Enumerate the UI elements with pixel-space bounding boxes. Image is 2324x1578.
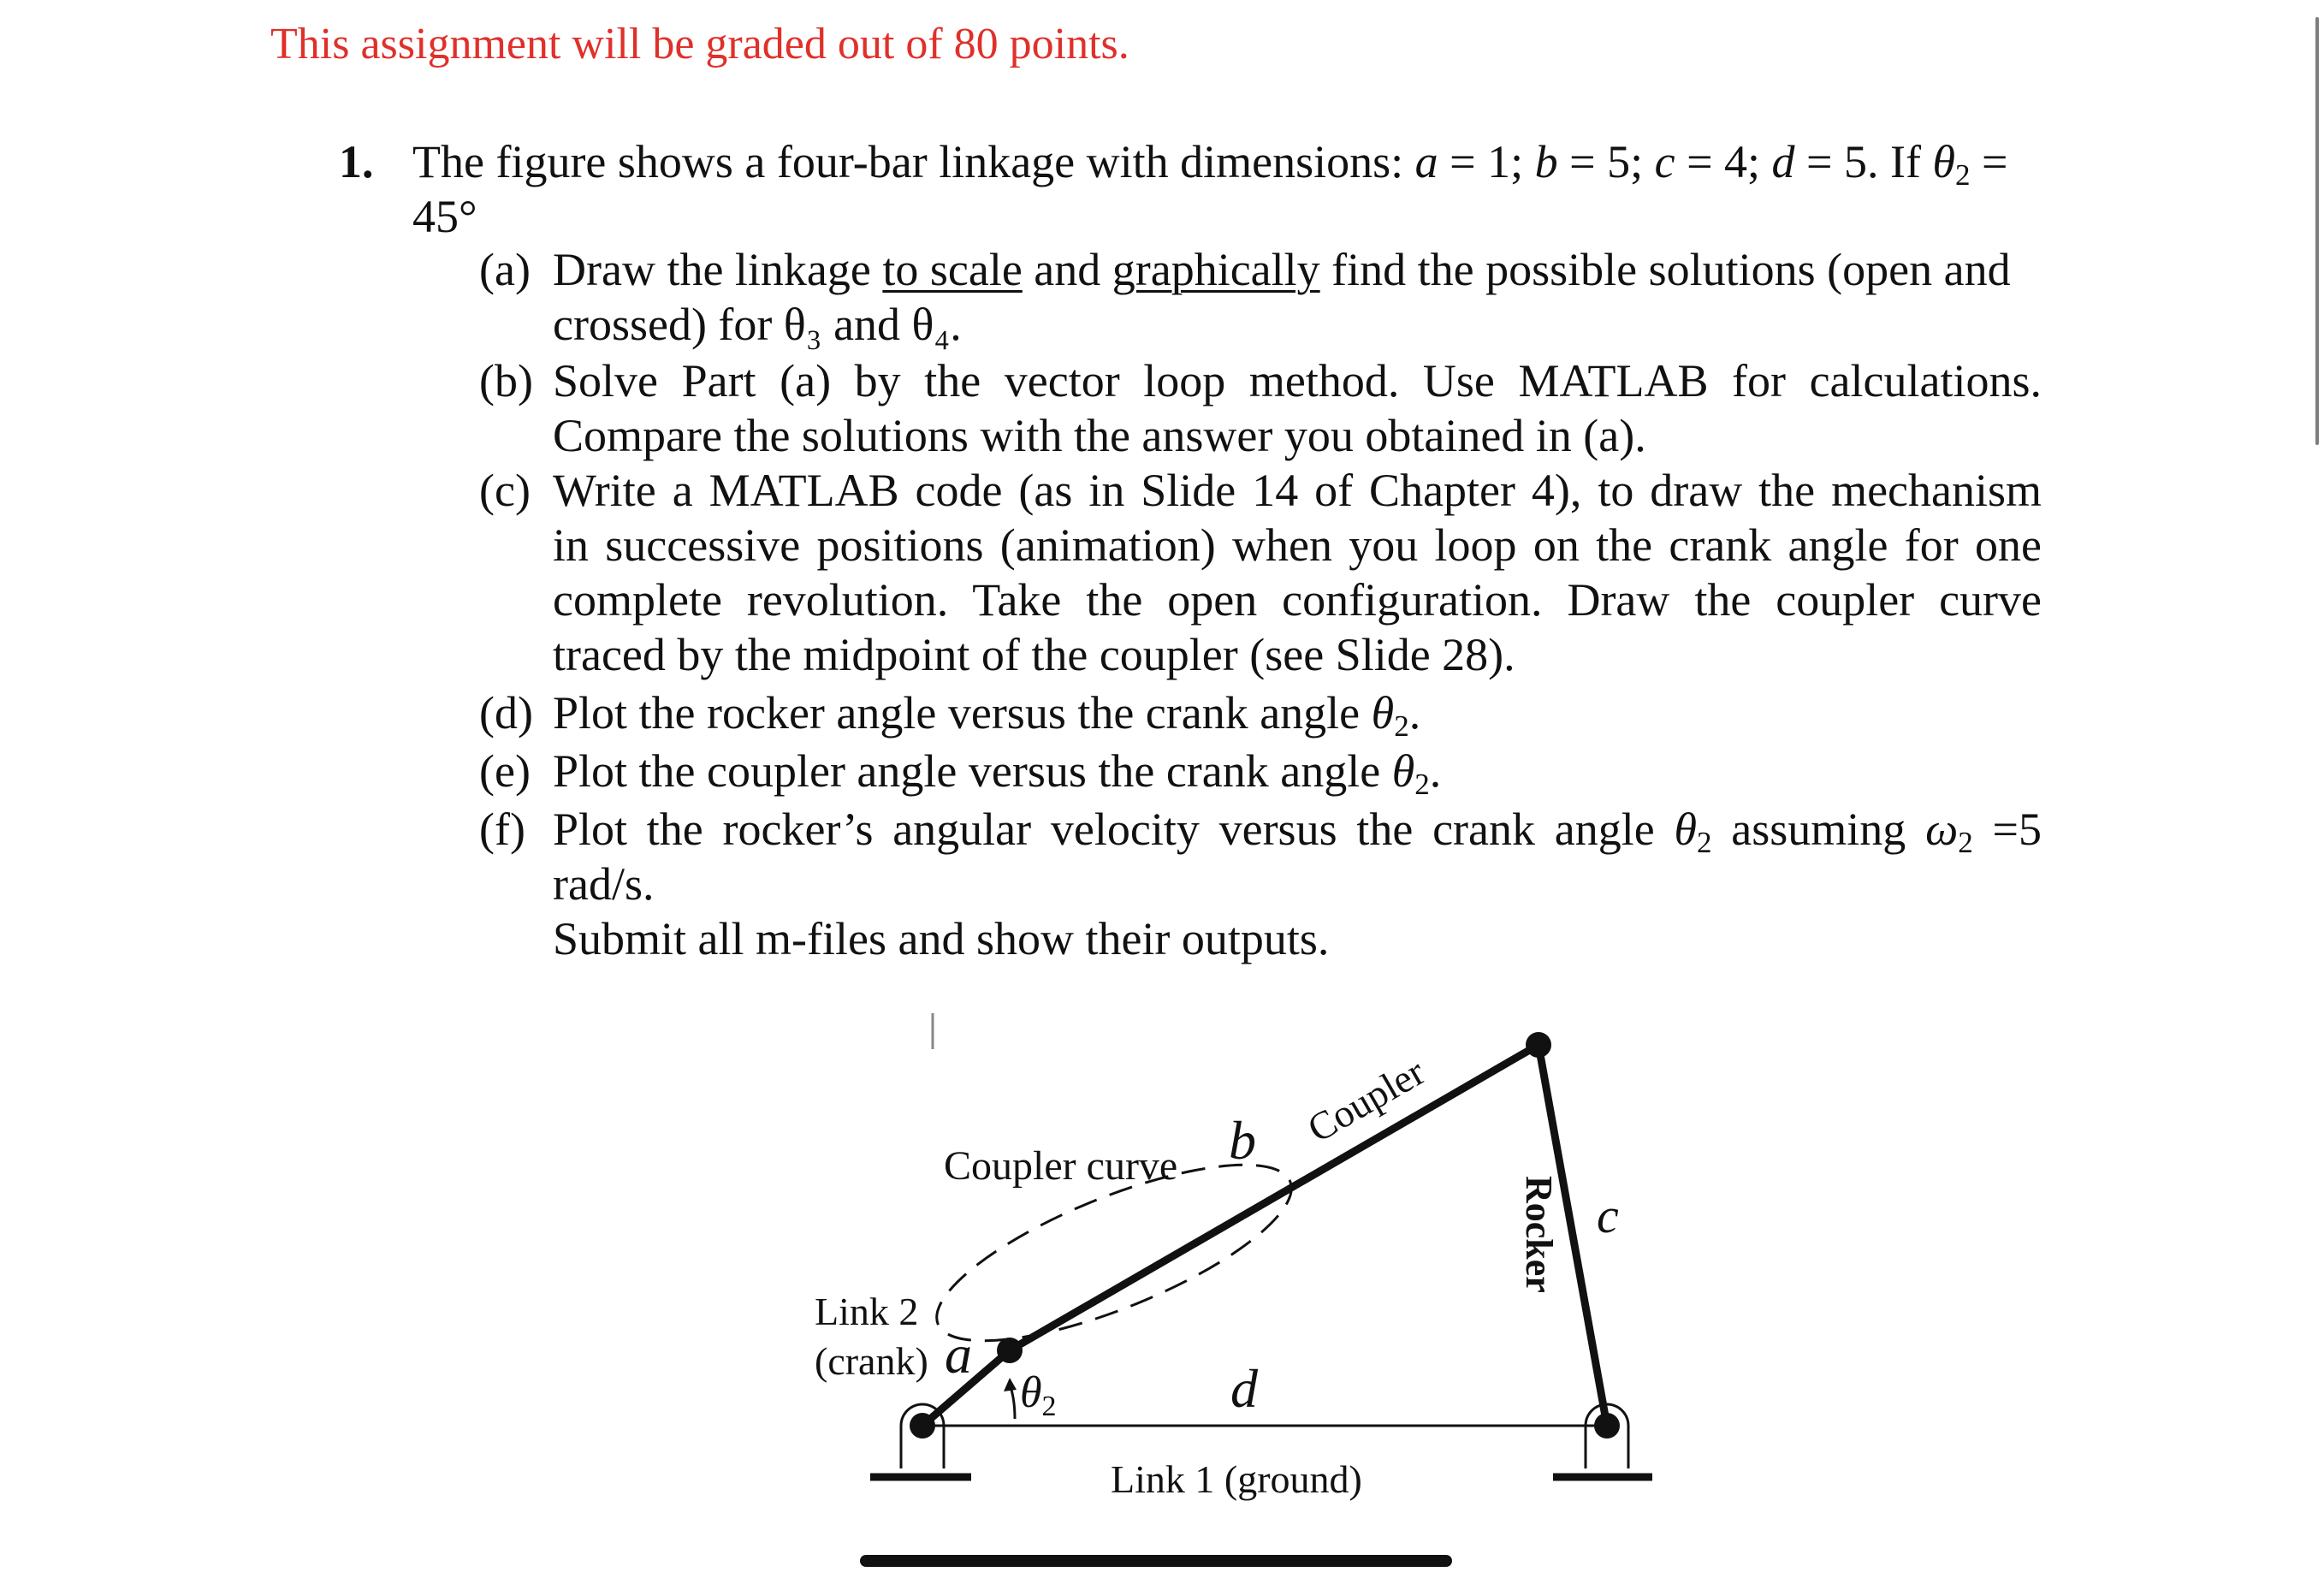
rocker-ground-pivot bbox=[1594, 1413, 1620, 1439]
question-intro-line1: The figure shows a four-bar linkage with dimensions: a = 1; b = 5; c = 4; d = 5. If $\theta_2$ = bbox=[412, 136, 2008, 192]
coupler-curve-label: Coupler curve bbox=[944, 1143, 1178, 1189]
part-a-line2: crossed) for θ₃ and θ₄. bbox=[553, 299, 962, 350]
home-indicator-bar[interactable] bbox=[860, 1555, 1452, 1567]
theta2-symbol: θ bbox=[1932, 136, 1955, 187]
dim-c-symbol: c bbox=[1654, 136, 1675, 187]
part-f-line2: rad/s. bbox=[553, 858, 655, 910]
theta2-angle-arrow bbox=[1004, 1378, 1017, 1419]
ground-label: Link 1 (ground) bbox=[1111, 1457, 1362, 1501]
coupler-link bbox=[1010, 1045, 1538, 1350]
coupler-label: Coupler bbox=[1300, 1049, 1432, 1151]
dim-d-symbol: d bbox=[1771, 136, 1795, 187]
question-number: 1. bbox=[339, 136, 374, 187]
d-label: d bbox=[1230, 1358, 1258, 1419]
theta2-label: θ2 bbox=[1020, 1368, 1057, 1422]
b-label: b bbox=[1229, 1110, 1256, 1171]
part-f-line1: Plot the rocker’s angular velocity versus the crank angle $\theta_2$ assuming $\omega_2 =5$ bbox=[553, 804, 2042, 859]
part-c-line4: traced by the midpoint of the coupler (see Slide 28). bbox=[553, 629, 1515, 680]
to-scale-underlined: to scale bbox=[882, 244, 1023, 295]
a-label: a bbox=[945, 1324, 972, 1385]
crank-label: (crank) bbox=[815, 1339, 928, 1383]
dim-b-symbol: b bbox=[1534, 136, 1558, 187]
part-c-line3: complete revolution. Take the open configuration. Draw the coupler curve bbox=[553, 574, 2042, 626]
link2-label: Link 2 bbox=[815, 1290, 919, 1333]
part-a-label: (a) bbox=[479, 244, 531, 295]
submit-instruction: Submit all m-files and show their outputs. bbox=[553, 913, 1330, 964]
omega2-symbol: ω bbox=[1925, 804, 1959, 855]
part-a-line1: Draw the linkage to scale and graphically find the possible solutions (open and bbox=[553, 244, 2011, 295]
grading-notice: This assignment will be graded out of 80 points. bbox=[270, 20, 1129, 68]
c-label: c bbox=[1597, 1188, 1619, 1243]
crank-ground-pivot bbox=[910, 1413, 935, 1439]
part-c-line1: Write a MATLAB code (as in Slide 14 of Chapter 4), to draw the mechanism bbox=[553, 465, 2042, 516]
part-b-line2: Compare the solutions with the answer you obtained in (a). bbox=[553, 410, 1646, 461]
part-e-label: (e) bbox=[479, 745, 531, 797]
graphically-underlined: graphically bbox=[1112, 244, 1320, 295]
part-b-line1: Solve Part (a) by the vector loop method. Use MATLAB for calculations. bbox=[553, 355, 2042, 406]
vertical-scrollbar[interactable] bbox=[2315, 17, 2319, 445]
part-b-label: (b) bbox=[479, 355, 533, 406]
part-d-label: (d) bbox=[479, 687, 533, 739]
question-intro-line2: 45° bbox=[412, 191, 477, 242]
crank-coupler-joint bbox=[997, 1338, 1023, 1363]
part-f-label: (f) bbox=[479, 804, 525, 855]
rocker-label: Rocker bbox=[1518, 1176, 1560, 1293]
dim-a-symbol: a bbox=[1414, 136, 1438, 187]
part-e-line1: Plot the coupler angle versus the crank angle $\theta_2$. bbox=[553, 745, 1442, 801]
part-c-line2: in successive positions (animation) when you loop on the crank angle for one bbox=[553, 519, 2042, 571]
part-d-line1: Plot the rocker angle versus the crank angle $\theta_2$. bbox=[553, 687, 1421, 743]
coupler-rocker-joint bbox=[1526, 1032, 1551, 1058]
part-c-label: (c) bbox=[479, 465, 531, 516]
